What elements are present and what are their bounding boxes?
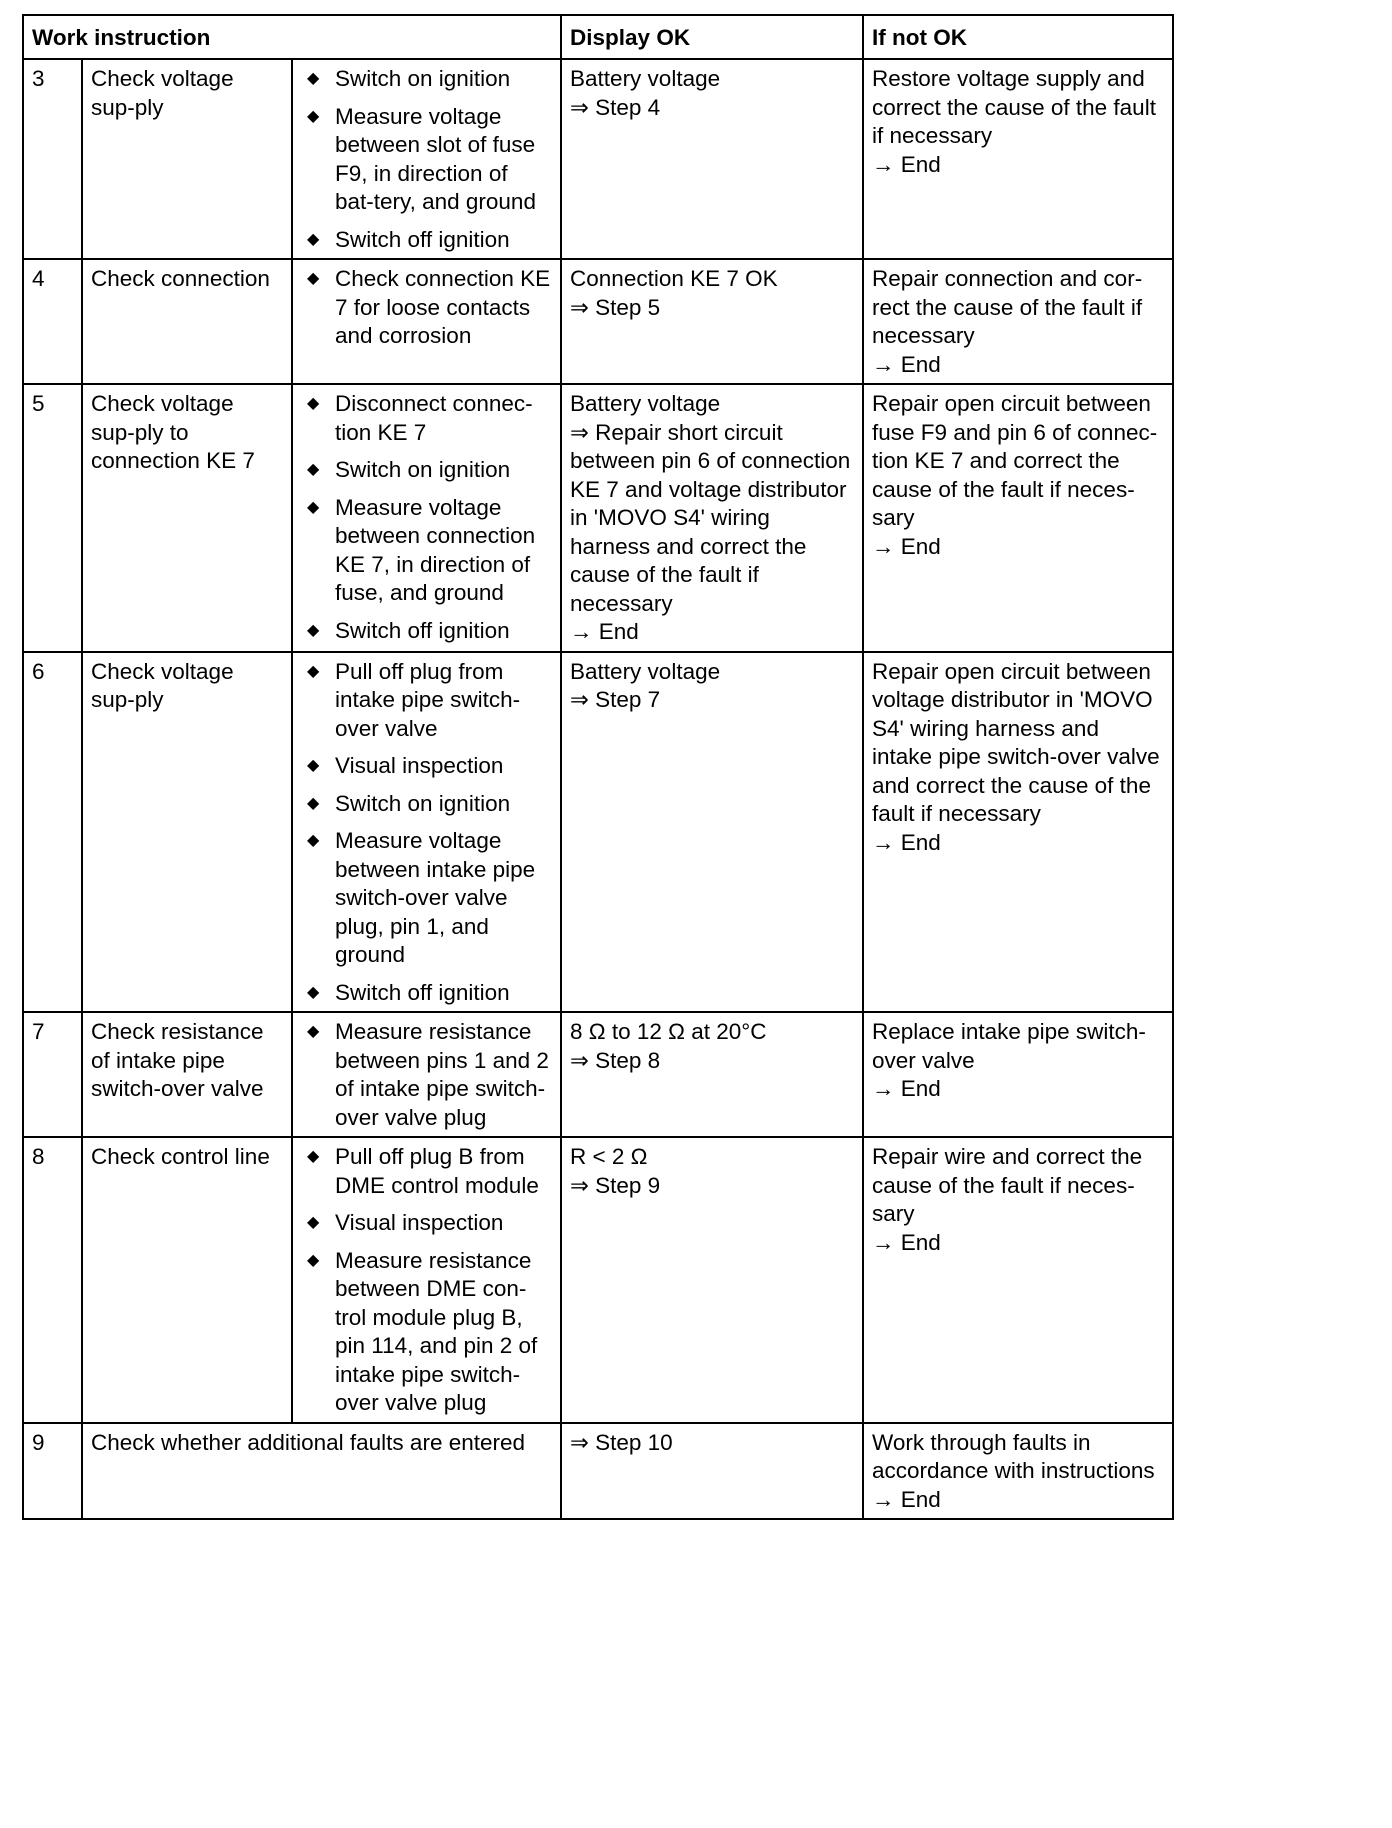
display-ok-line: ⇒ Step 8 xyxy=(570,1047,661,1073)
table-row-step-9 xyxy=(23,1423,1173,1520)
table-row-step-8 xyxy=(23,1137,1173,1423)
if-not-ok-cell xyxy=(863,1423,1173,1520)
diamond-bullet-icon: ◆ xyxy=(307,230,320,248)
instruction-item xyxy=(301,790,552,819)
instruction-list xyxy=(301,265,552,351)
instructions-cell xyxy=(292,259,561,384)
instruction-text: Switch on ignition xyxy=(335,66,511,91)
table-body xyxy=(23,59,1173,1519)
display-ok-line: ⇒ Step 10 xyxy=(570,1429,673,1455)
if-not-ok-cell xyxy=(863,384,1173,652)
header-if-not-ok: If not OK xyxy=(863,15,1173,59)
if-not-ok-cell xyxy=(863,1137,1173,1423)
instruction-text: Visual inspection xyxy=(335,753,504,778)
step-number: 5 xyxy=(23,384,82,652)
display-ok-cell xyxy=(561,1137,863,1423)
step-name: Check whether additional faults are entered xyxy=(82,1423,561,1520)
display-ok-line: Connection KE 7 OK xyxy=(570,266,778,291)
table-row-step-3 xyxy=(23,59,1173,259)
diamond-bullet-icon: ◆ xyxy=(307,461,320,478)
instructions-cell xyxy=(292,652,561,1013)
step-name: Check voltage sup-ply to connection KE 7 xyxy=(82,384,292,652)
instruction-text: Switch on ignition xyxy=(335,457,511,482)
instruction-text: Measure voltage between connection KE 7, in direction of fuse, and ground xyxy=(335,494,536,605)
table-header-row xyxy=(23,15,1173,59)
if-not-ok-line: → End xyxy=(872,533,941,559)
if-not-ok-line: Repair open circuit between fuse F9 and pin 6 of connec-tion KE 7 and correct the cause of the fault if neces-sary xyxy=(872,391,1158,530)
display-ok-line: 8 Ω to 12 Ω at 20°C xyxy=(570,1019,767,1044)
if-not-ok-line: → End xyxy=(872,829,941,855)
instruction-item xyxy=(301,979,552,1008)
display-ok-line: R < 2 Ω xyxy=(570,1144,648,1169)
instruction-item xyxy=(301,65,552,94)
diamond-bullet-icon: ◆ xyxy=(307,1148,320,1165)
instruction-item xyxy=(301,1143,552,1200)
table-row-step-5 xyxy=(23,384,1173,652)
table-row-step-7 xyxy=(23,1012,1173,1137)
instruction-list xyxy=(301,65,552,254)
diamond-bullet-icon: ◆ xyxy=(307,757,320,774)
display-ok-line: Battery voltage xyxy=(570,658,721,684)
diamond-bullet-icon: ◆ xyxy=(307,794,320,812)
instruction-text: Visual inspection xyxy=(335,1210,504,1235)
diamond-bullet-icon: ◆ xyxy=(307,395,320,412)
instruction-text: Switch off ignition xyxy=(335,617,510,643)
display-ok-line: ⇒ Step 9 xyxy=(570,1172,661,1198)
header-display-ok: Display OK xyxy=(561,15,863,59)
diamond-bullet-icon: ◆ xyxy=(307,662,320,680)
if-not-ok-cell xyxy=(863,1012,1173,1137)
instruction-list xyxy=(301,658,552,1008)
instruction-item xyxy=(301,226,552,255)
instructions-cell xyxy=(292,384,561,652)
display-ok-line: → End xyxy=(570,619,639,644)
step-number: 7 xyxy=(23,1012,82,1137)
diamond-bullet-icon: ◆ xyxy=(307,107,320,125)
instruction-text: Measure voltage between intake pipe switch-over valve plug, pin 1, and ground xyxy=(335,828,536,967)
instruction-text: Check connection KE 7 for loose contacts and corrosion xyxy=(335,266,551,348)
if-not-ok-line: → End xyxy=(872,1229,941,1255)
diamond-bullet-icon: ◆ xyxy=(307,70,320,87)
instruction-item xyxy=(301,752,552,781)
display-ok-line: Battery voltage xyxy=(570,66,721,91)
step-number: 6 xyxy=(23,652,82,1013)
step-name: Check resistance of intake pipe switch-over valve xyxy=(82,1012,292,1137)
diamond-bullet-icon: ◆ xyxy=(307,498,320,516)
diamond-bullet-icon: ◆ xyxy=(307,1251,320,1269)
instruction-item xyxy=(301,827,552,970)
instruction-item xyxy=(301,390,552,447)
instruction-text: Measure resistance between DME con-trol module plug B, pin 114, and pin 2 of intake pipe switch-over valve plug xyxy=(335,1247,538,1415)
if-not-ok-line: → End xyxy=(872,151,941,177)
display-ok-cell xyxy=(561,59,863,259)
instruction-item xyxy=(301,1247,552,1418)
if-not-ok-line: Repair wire and correct the cause of the fault if neces-sary xyxy=(872,1144,1143,1226)
instructions-cell xyxy=(292,1012,561,1137)
instruction-text: Measure resistance between pins 1 and 2 of intake pipe switch-over valve plug xyxy=(335,1019,549,1130)
if-not-ok-line: Work through faults in accordance with instructions xyxy=(872,1429,1155,1483)
step-name: Check control line xyxy=(82,1137,292,1423)
if-not-ok-line: → End xyxy=(872,1486,941,1512)
display-ok-cell xyxy=(561,259,863,384)
if-not-ok-line: Restore voltage supply and correct the cause of the fault if necessary xyxy=(872,66,1156,148)
instruction-text: Disconnect connec-tion KE 7 xyxy=(335,391,533,445)
work-instruction-table xyxy=(22,14,1174,1520)
step-name: Check voltage sup-ply xyxy=(82,652,292,1013)
instruction-item xyxy=(301,265,552,351)
display-ok-cell xyxy=(561,652,863,1013)
instruction-list xyxy=(301,390,552,645)
if-not-ok-cell xyxy=(863,259,1173,384)
step-number: 8 xyxy=(23,1137,82,1423)
instruction-list xyxy=(301,1143,552,1418)
display-ok-cell xyxy=(561,384,863,652)
if-not-ok-line: Repair open circuit between voltage distributor in 'MOVO S4' wiring harness and intake pipe switch-over valve and correct the cause of the fault if necessary xyxy=(872,658,1160,826)
instruction-text: Switch off ignition xyxy=(335,226,510,252)
step-name: Check connection xyxy=(82,259,292,384)
display-ok-cell xyxy=(561,1423,863,1520)
display-ok-line: ⇒ Step 7 xyxy=(570,687,661,712)
instruction-text: Switch on ignition xyxy=(335,790,511,816)
display-ok-line: Battery voltage xyxy=(570,391,721,416)
diamond-bullet-icon: ◆ xyxy=(307,983,320,1001)
display-ok-line: ⇒ Repair short circuit between pin 6 of connection KE 7 and voltage distributor in 'MOVO S4' wiring harness and correct the cause of the fault if necessary xyxy=(570,419,851,616)
instruction-item xyxy=(301,103,552,217)
instructions-cell xyxy=(292,1137,561,1423)
if-not-ok-cell xyxy=(863,59,1173,259)
diamond-bullet-icon: ◆ xyxy=(307,1214,320,1231)
instruction-item xyxy=(301,494,552,608)
instruction-text: Measure voltage between slot of fuse F9, in direction of bat-tery, and ground xyxy=(335,103,536,214)
diamond-bullet-icon: ◆ xyxy=(307,1023,320,1040)
table-row-step-4 xyxy=(23,259,1173,384)
display-ok-line: ⇒ Step 4 xyxy=(570,94,661,120)
instruction-item xyxy=(301,1018,552,1132)
diamond-bullet-icon: ◆ xyxy=(307,621,320,639)
instruction-text: Pull off plug from intake pipe switch-over valve xyxy=(335,658,521,741)
display-ok-line: ⇒ Step 5 xyxy=(570,294,661,320)
instruction-item xyxy=(301,1209,552,1238)
step-name: Check voltage sup-ply xyxy=(82,59,292,259)
if-not-ok-line: Repair connection and cor-rect the cause of the fault if necessary xyxy=(872,266,1143,348)
if-not-ok-line: → End xyxy=(872,1076,941,1101)
if-not-ok-line: Replace intake pipe switch-over valve xyxy=(872,1019,1146,1073)
if-not-ok-cell xyxy=(863,652,1173,1013)
instruction-text: Pull off plug B from DME control module xyxy=(335,1144,539,1198)
step-number: 4 xyxy=(23,259,82,384)
table-row-step-6 xyxy=(23,652,1173,1013)
diamond-bullet-icon: ◆ xyxy=(307,270,320,287)
instruction-item xyxy=(301,658,552,744)
instruction-item xyxy=(301,617,552,646)
instruction-text: Switch off ignition xyxy=(335,979,510,1005)
step-number: 3 xyxy=(23,59,82,259)
step-number: 9 xyxy=(23,1423,82,1520)
instruction-list xyxy=(301,1018,552,1132)
display-ok-cell xyxy=(561,1012,863,1137)
diamond-bullet-icon: ◆ xyxy=(307,832,320,849)
header-work-instruction: Work instruction xyxy=(23,15,561,59)
instruction-item xyxy=(301,456,552,485)
if-not-ok-line: → End xyxy=(872,351,941,377)
instructions-cell xyxy=(292,59,561,259)
